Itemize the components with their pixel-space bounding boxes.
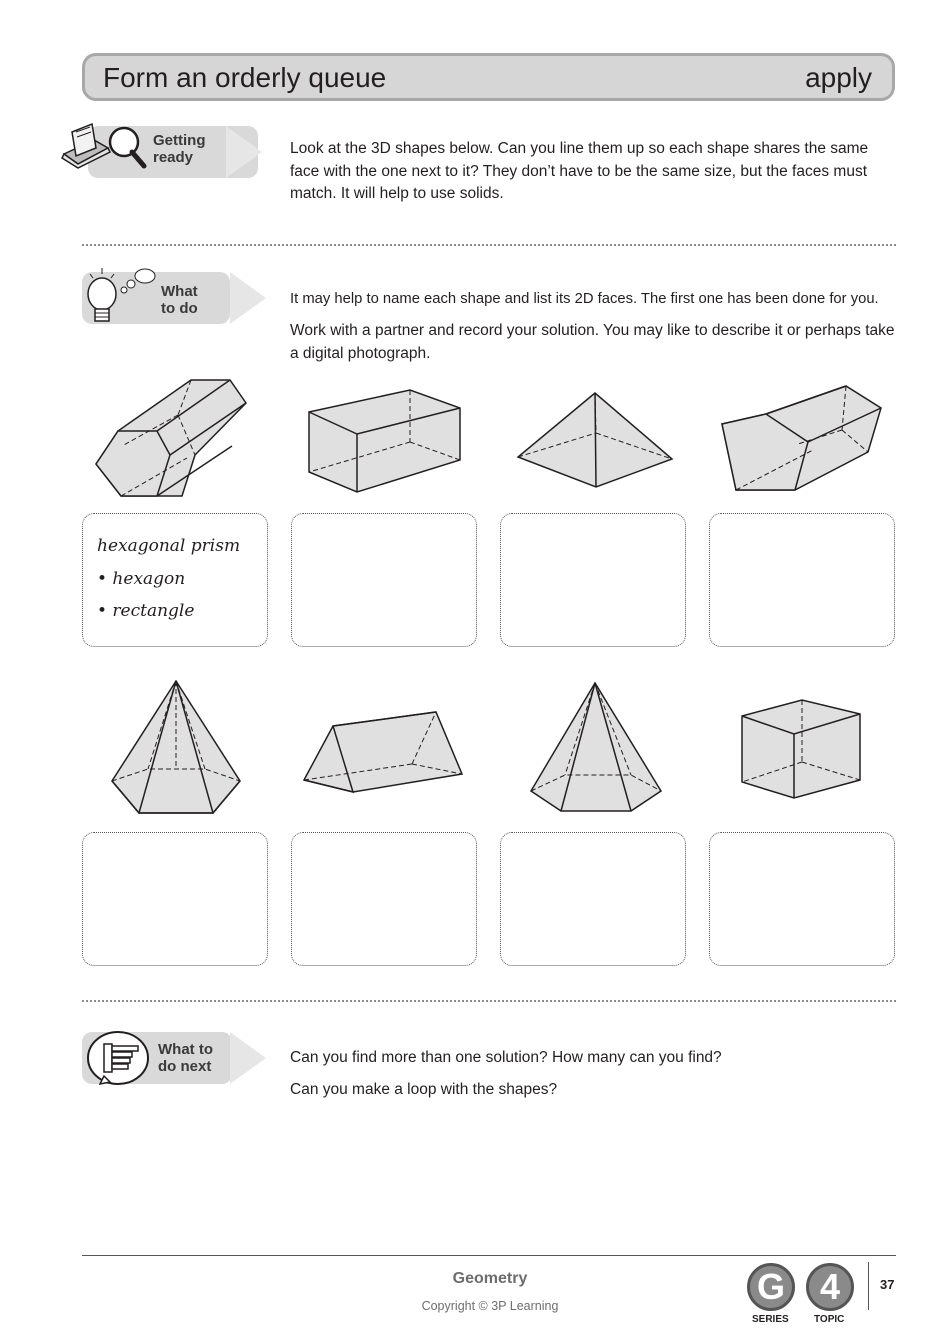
example-face-1: • hexagon — [97, 569, 186, 589]
series-caption: SERIES — [752, 1314, 789, 1325]
getting-ready-badge — [58, 118, 268, 182]
page-title: Form an orderly queue — [103, 62, 387, 93]
what-to-do-badge — [82, 264, 272, 334]
footer-divider — [82, 1255, 896, 1256]
what-to-do-next-badge — [82, 1026, 272, 1090]
answer-box-1[interactable] — [82, 513, 268, 647]
getting-ready-text: Look at the 3D shapes below. Can you line them up so each shape shares the same face with the one next to it? They don’t have to be the same size, but the faces must match. It will help to use solids. — [290, 140, 869, 202]
what-to-do-text-2: Work with a partner and record your solution. You may like to describe it or perhaps take a digital photograph. — [290, 322, 895, 362]
answer-box-7[interactable] — [500, 832, 686, 966]
example-face-2: • rectangle — [97, 601, 195, 621]
pentagonal-prism-shape — [718, 382, 886, 494]
rectangular-prism-shape — [305, 388, 465, 498]
page-title-bar — [82, 53, 895, 101]
square-pyramid-shape — [514, 389, 679, 494]
triangular-prism-shape — [300, 708, 466, 796]
example-shape-name: hexagonal prism — [97, 536, 241, 556]
what-to-do-next-label: What to do next — [158, 1041, 213, 1075]
answer-box-4[interactable] — [709, 513, 895, 647]
hexagonal-prism-shape — [92, 378, 252, 503]
cube-shape — [738, 696, 864, 804]
what-to-do-next-text-1: Can you find more than one solution? How many can you find? — [290, 1049, 722, 1066]
hexagonal-pyramid-shape — [108, 677, 244, 817]
pentagonal-pyramid-shape — [527, 679, 665, 817]
section-divider — [82, 244, 896, 246]
footer-subject: Geometry — [452, 1270, 528, 1287]
lightbulb-icon — [82, 264, 162, 334]
footer-separator — [868, 1262, 869, 1310]
pointing-hand-icon — [86, 1026, 156, 1090]
page-level-tag: apply — [805, 62, 872, 93]
section-divider — [82, 1000, 896, 1002]
what-to-do-label: What to do — [161, 283, 198, 317]
answer-box-6[interactable] — [291, 832, 477, 966]
answer-box-3[interactable] — [500, 513, 686, 647]
series-logo: G — [747, 1263, 795, 1311]
footer-copyright: Copyright © 3P Learning — [421, 1299, 559, 1313]
topic-logo: 4 — [806, 1263, 854, 1311]
what-to-do-text-1: It may help to name each shape and list its 2D faces. The first one has been done for you. — [290, 291, 879, 307]
book-magnifier-icon — [58, 118, 150, 182]
topic-caption: TOPIC — [814, 1314, 845, 1325]
answer-box-8[interactable] — [709, 832, 895, 966]
page-number: 37 — [880, 1277, 895, 1292]
what-to-do-next-text-2: Can you make a loop with the shapes? — [290, 1081, 558, 1098]
answer-box-5[interactable] — [82, 832, 268, 966]
getting-ready-label: Getting ready — [153, 132, 206, 166]
answer-box-2[interactable] — [291, 513, 477, 647]
